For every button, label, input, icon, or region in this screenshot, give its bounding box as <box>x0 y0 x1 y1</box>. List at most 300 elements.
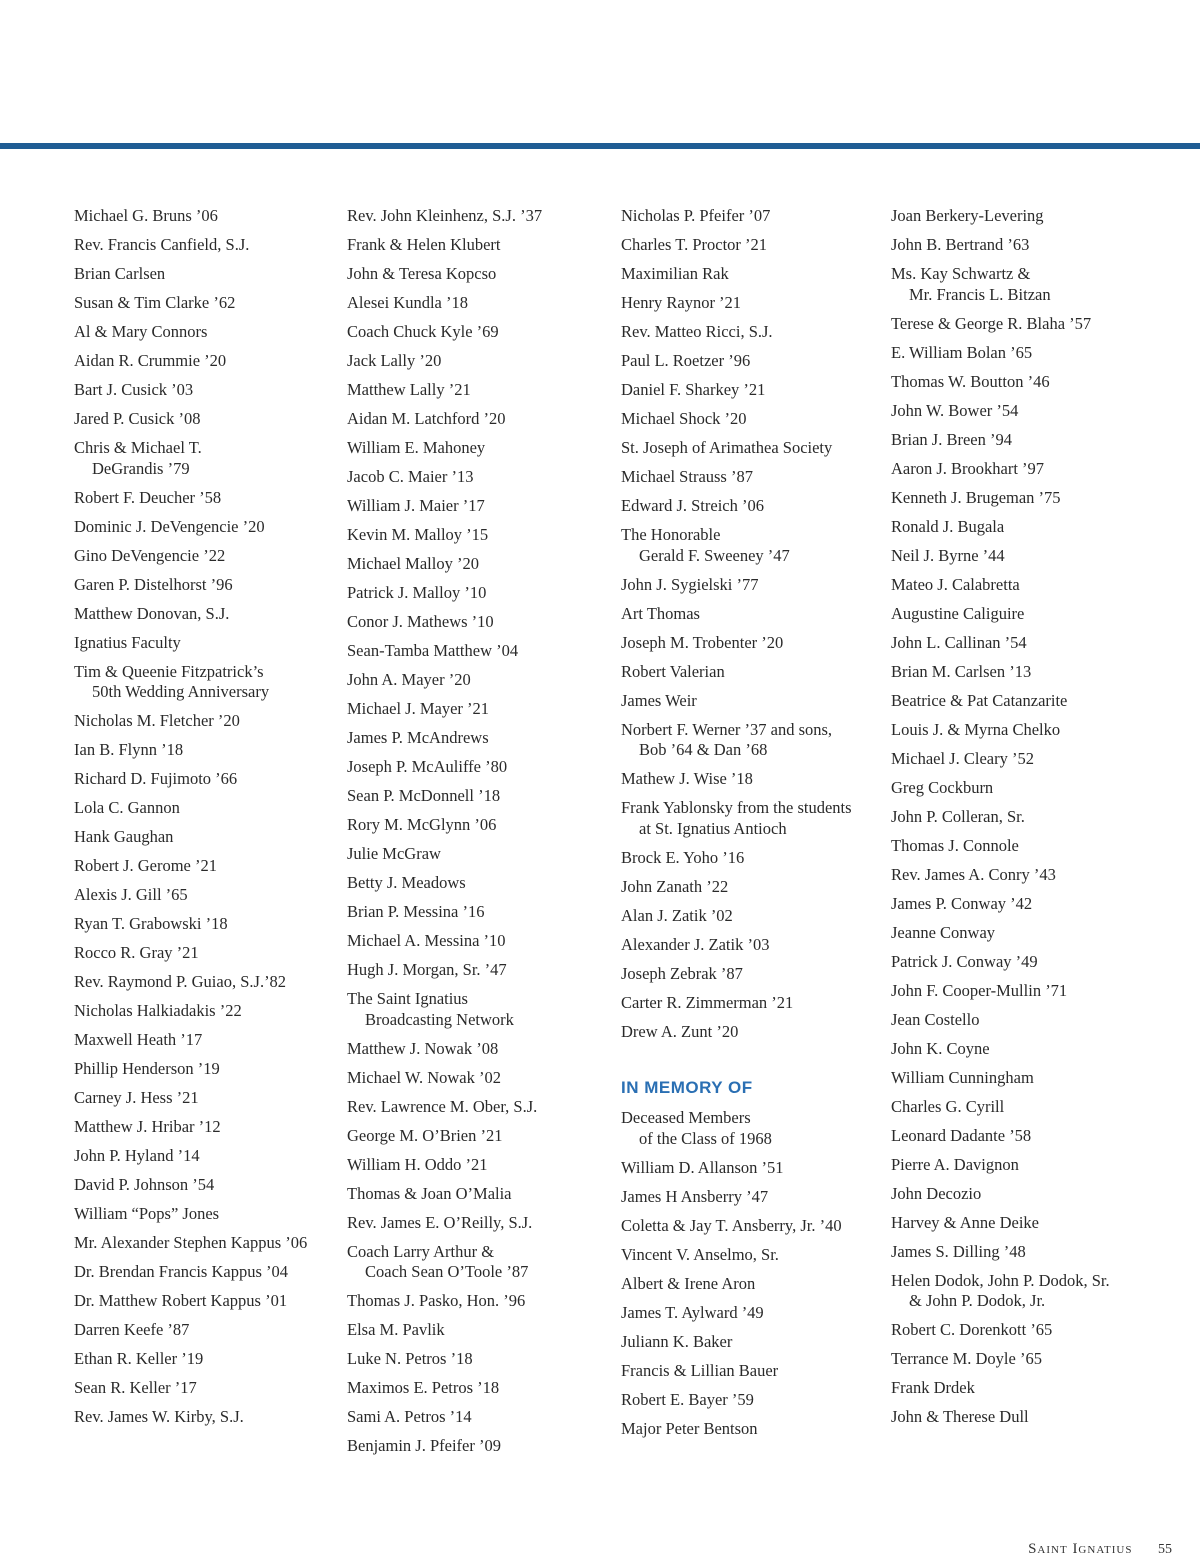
list-item <box>621 633 886 654</box>
entry-line: William D. Allanson ’51 <box>621 1157 784 1177</box>
entry-line: Aidan M. Latchford ’20 <box>347 409 506 428</box>
entry-line: St. Joseph of Arimathea Society <box>621 438 833 457</box>
entry-line: Thomas J. Pasko, Hon. ’96 <box>347 1291 526 1310</box>
list-item <box>74 972 339 993</box>
list-item <box>621 438 886 459</box>
list-item <box>74 1233 339 1254</box>
list-item <box>891 1126 1191 1147</box>
list-item <box>621 906 886 927</box>
entry-line: John W. Bower ’54 <box>891 400 1019 420</box>
list-item <box>891 981 1191 1002</box>
entry-line: William “Pops” Jones <box>74 1204 220 1223</box>
entry-line: Carney J. Hess ’21 <box>74 1088 199 1107</box>
list-item <box>74 235 339 256</box>
entry-line: John Decozio <box>891 1183 982 1203</box>
list-item <box>621 769 886 790</box>
list-item <box>621 1332 886 1353</box>
entry-line: Phillip Henderson ’19 <box>74 1059 220 1078</box>
list-item <box>891 836 1191 857</box>
entry-line: Hugh J. Morgan, Sr. ’47 <box>347 960 507 979</box>
entry-line: John K. Coyne <box>891 1038 990 1058</box>
list-item <box>347 960 612 981</box>
list-item <box>621 720 886 761</box>
list-item <box>347 1378 612 1399</box>
entry-line: Rev. James W. Kirby, S.J. <box>74 1407 244 1426</box>
list-item <box>621 264 886 285</box>
entry-line: Michael J. Cleary ’52 <box>891 748 1034 768</box>
list-item <box>891 1039 1191 1060</box>
entry-continuation: at St. Ignatius Antioch <box>639 818 787 838</box>
entry-line: James P. McAndrews <box>347 728 489 747</box>
list-item <box>621 1303 886 1324</box>
entry-line: Jacob C. Maier ’13 <box>347 467 474 486</box>
list-item <box>621 1158 886 1179</box>
entry-line: Charles T. Proctor ’21 <box>621 235 768 254</box>
list-item <box>74 827 339 848</box>
entry-line: David P. Johnson ’54 <box>74 1175 215 1194</box>
entry-line: Rev. John Kleinhenz, S.J. ’37 <box>347 206 543 225</box>
entry-line: Nicholas M. Fletcher ’20 <box>74 711 240 730</box>
list-item <box>621 1108 886 1149</box>
entry-line: Ian B. Flynn ’18 <box>74 740 184 759</box>
entry-line: Al & Mary Connors <box>74 322 208 341</box>
list-item <box>347 1407 612 1428</box>
page-number: 55 <box>1158 1542 1172 1557</box>
entry-line: Michael Shock ’20 <box>621 409 747 428</box>
list-item <box>891 206 1191 227</box>
list-item <box>74 1262 339 1283</box>
list-item <box>891 1349 1191 1370</box>
donor-column-3-list <box>621 206 886 1042</box>
list-item <box>621 1022 886 1043</box>
entry-line: Mr. Alexander Stephen Kappus ’06 <box>74 1233 308 1252</box>
entry-line: Deceased Members <box>621 1108 751 1127</box>
list-item <box>621 206 886 227</box>
list-item <box>347 1242 612 1283</box>
list-item <box>74 1291 339 1312</box>
list-item <box>891 662 1191 683</box>
list-item <box>891 546 1191 567</box>
list-item <box>74 264 339 285</box>
entry-line: Norbert F. Werner ’37 and sons, <box>621 719 833 739</box>
entry-line: George M. O’Brien ’21 <box>347 1125 503 1145</box>
entry-continuation: of the Class of 1968 <box>639 1128 772 1148</box>
list-item <box>74 517 339 538</box>
list-item <box>347 1068 612 1089</box>
list-item <box>74 206 339 227</box>
list-item <box>891 1320 1191 1341</box>
entry-line: James P. Conway ’42 <box>891 893 1033 913</box>
list-item <box>347 322 612 343</box>
entry-continuation: DeGrandis ’79 <box>92 458 190 478</box>
entry-continuation: Bob ’64 & Dan ’68 <box>639 740 768 759</box>
list-item <box>74 1407 339 1428</box>
entry-line: Brian Carlsen <box>74 264 166 283</box>
list-item <box>621 964 886 985</box>
list-item <box>621 235 886 256</box>
list-item <box>74 1030 339 1051</box>
entry-line: Alexander J. Zatik ’03 <box>621 934 770 954</box>
list-item <box>891 314 1191 335</box>
entry-line: John P. Hyland ’14 <box>74 1146 200 1165</box>
entry-line: Thomas & Joan O’Malia <box>347 1183 512 1203</box>
list-item <box>74 1146 339 1167</box>
entry-line: Aaron J. Brookhart ’97 <box>891 458 1045 478</box>
entry-line: Drew A. Zunt ’20 <box>621 1021 739 1041</box>
entry-line: Matthew Donovan, S.J. <box>74 603 230 623</box>
entry-line: Elsa M. Pavlik <box>347 1320 445 1339</box>
entry-line: Joan Berkery-Levering <box>891 206 1044 225</box>
entry-line: The Saint Ignatius <box>347 989 468 1008</box>
list-item <box>891 1213 1191 1234</box>
entry-line: John L. Callinan ’54 <box>891 632 1027 652</box>
list-item <box>74 885 339 906</box>
list-item <box>74 943 339 964</box>
list-item <box>621 1274 886 1295</box>
list-item <box>74 438 339 479</box>
list-item <box>621 993 886 1014</box>
list-item <box>347 1039 612 1060</box>
list-item <box>74 380 339 401</box>
list-item <box>347 815 612 836</box>
list-item <box>74 662 339 703</box>
list-item <box>891 1407 1191 1428</box>
list-item <box>347 1213 612 1234</box>
entry-line: William E. Mahoney <box>347 438 486 457</box>
entry-line: E. William Bolan ’65 <box>891 342 1033 362</box>
list-item <box>74 1175 339 1196</box>
list-item <box>891 235 1191 256</box>
entry-line: James S. Dilling ’48 <box>891 1241 1026 1261</box>
entry-line: Jared P. Cusick ’08 <box>74 409 201 428</box>
entry-line: Louis J. & Myrna Chelko <box>891 719 1061 739</box>
entry-continuation: 50th Wedding Anniversary <box>92 682 270 701</box>
entry-line: Rev. Lawrence M. Ober, S.J. <box>347 1096 538 1116</box>
entry-line: Coletta & Jay T. Ansberry, Jr. ’40 <box>621 1215 842 1235</box>
list-item <box>347 496 612 517</box>
entry-line: Mathew J. Wise ’18 <box>621 769 753 788</box>
entry-line: John F. Cooper-Mullin ’71 <box>891 980 1068 1000</box>
entry-line: Michael Malloy ’20 <box>347 554 479 573</box>
list-item <box>347 583 612 604</box>
list-item <box>891 517 1191 538</box>
entry-line: Julie McGraw <box>347 844 441 863</box>
entry-line: Frank & Helen Klubert <box>347 235 501 254</box>
entry-line: Patrick J. Malloy ’10 <box>347 583 487 602</box>
entry-line: Tim & Queenie Fitzpatrick’s <box>74 661 264 681</box>
entry-line: Michael G. Bruns ’06 <box>74 206 218 225</box>
entry-line: Major Peter Bentson <box>621 1418 758 1438</box>
entry-line: Harvey & Anne Deike <box>891 1212 1039 1232</box>
list-item <box>891 264 1191 305</box>
in-memory-heading: IN MEMORY OF <box>621 1078 753 1097</box>
entry-line: William Cunningham <box>891 1067 1034 1087</box>
entry-line: Maximos E. Petros ’18 <box>347 1378 500 1397</box>
list-item <box>891 1010 1191 1031</box>
entry-continuation: Broadcasting Network <box>365 1009 514 1029</box>
list-item <box>347 1349 612 1370</box>
entry-line: John P. Colleran, Sr. <box>891 806 1025 826</box>
entry-line: Rocco R. Gray ’21 <box>74 943 199 962</box>
header-rule <box>0 143 1200 149</box>
donor-column-1 <box>74 206 339 1436</box>
entry-line: Paul L. Roetzer ’96 <box>621 351 751 370</box>
list-item <box>891 343 1191 364</box>
entry-line: Robert Valerian <box>621 661 725 681</box>
entry-line: Greg Cockburn <box>891 777 994 797</box>
list-item <box>347 989 612 1030</box>
list-item <box>621 662 886 683</box>
entry-line: Ronald J. Bugala <box>891 516 1005 536</box>
list-item <box>621 935 886 956</box>
entry-line: Bart J. Cusick ’03 <box>74 380 194 399</box>
list-item <box>891 1242 1191 1263</box>
entry-line: Darren Keefe ’87 <box>74 1320 190 1339</box>
entry-line: James H Ansberry ’47 <box>621 1186 769 1206</box>
list-item <box>74 1001 339 1022</box>
list-item <box>621 409 886 430</box>
entry-line: Sean P. McDonnell ’18 <box>347 786 501 805</box>
list-item <box>891 372 1191 393</box>
entry-line: Beatrice & Pat Catanzarite <box>891 690 1068 710</box>
list-item <box>347 612 612 633</box>
list-item <box>347 699 612 720</box>
entry-line: Susan & Tim Clarke ’62 <box>74 293 236 312</box>
entry-line: Thomas W. Boutton ’46 <box>891 371 1050 391</box>
entry-line: Rev. Matteo Ricci, S.J. <box>621 322 773 341</box>
entry-line: Aidan R. Crummie ’20 <box>74 351 227 370</box>
entry-line: Rory M. McGlynn ’06 <box>347 815 497 834</box>
entry-line: Robert J. Gerome ’21 <box>74 856 217 875</box>
entry-line: Garen P. Distelhorst ’96 <box>74 574 233 594</box>
list-item <box>74 409 339 430</box>
list-item <box>621 604 886 625</box>
list-item <box>621 848 886 869</box>
list-item <box>891 488 1191 509</box>
list-item <box>891 778 1191 799</box>
entry-line: Alan J. Zatik ’02 <box>621 905 733 925</box>
entry-line: Joseph M. Trobenter ’20 <box>621 632 784 652</box>
entry-line: The Honorable <box>621 525 721 544</box>
list-item <box>347 293 612 314</box>
entry-line: Joseph Zebrak ’87 <box>621 963 743 983</box>
list-item <box>621 322 886 343</box>
entry-line: Nicholas P. Pfeifer ’07 <box>621 206 771 225</box>
list-item <box>347 351 612 372</box>
list-item <box>74 604 339 625</box>
list-item <box>621 1187 886 1208</box>
list-item <box>621 691 886 712</box>
list-item <box>347 554 612 575</box>
list-item <box>74 293 339 314</box>
list-item <box>74 798 339 819</box>
list-item <box>74 546 339 567</box>
entry-line: John J. Sygielski ’77 <box>621 574 759 594</box>
page-footer <box>1028 1541 1172 1558</box>
list-item <box>74 351 339 372</box>
list-item <box>891 1155 1191 1176</box>
entry-line: Alesei Kundla ’18 <box>347 293 468 312</box>
entry-line: Ethan R. Keller ’19 <box>74 1349 204 1368</box>
entry-line: Francis & Lillian Bauer <box>621 1360 779 1380</box>
entry-line: Rev. Francis Canfield, S.J. <box>74 235 250 254</box>
entry-line: Jean Costello <box>891 1009 980 1029</box>
list-item <box>347 786 612 807</box>
entry-line: John Zanath ’22 <box>621 876 729 896</box>
entry-line: Maximilian Rak <box>621 264 729 283</box>
entry-line: Jack Lally ’20 <box>347 351 442 370</box>
list-item <box>621 1419 886 1440</box>
entry-line: Michael Strauss ’87 <box>621 467 753 486</box>
donor-column-3 <box>621 206 886 1448</box>
list-item <box>621 1216 886 1237</box>
list-item <box>891 604 1191 625</box>
list-item <box>347 1184 612 1205</box>
list-item <box>621 293 886 314</box>
list-item <box>891 401 1191 422</box>
entry-line: Nicholas Halkiadakis ’22 <box>74 1001 242 1020</box>
entry-line: Frank Yablonsky from the students <box>621 798 852 817</box>
entry-line: Dr. Brendan Francis Kappus ’04 <box>74 1262 289 1281</box>
list-item <box>74 633 339 654</box>
entry-line: Matthew Lally ’21 <box>347 380 471 399</box>
entry-line: James Weir <box>621 690 697 710</box>
entry-line: Terese & George R. Blaha ’57 <box>891 313 1092 333</box>
list-item <box>621 525 886 566</box>
entry-line: Patrick J. Conway ’49 <box>891 951 1038 971</box>
list-item <box>621 1390 886 1411</box>
list-item <box>621 1245 886 1266</box>
list-item <box>347 1320 612 1341</box>
entry-line: Ms. Kay Schwartz & <box>891 264 1031 283</box>
list-item <box>891 807 1191 828</box>
list-item <box>347 1097 612 1118</box>
entry-line: Pierre A. Davignon <box>891 1154 1019 1174</box>
entry-line: Juliann K. Baker <box>621 1331 733 1351</box>
entry-line: Charles G. Cyrill <box>891 1096 1005 1116</box>
list-item <box>891 1184 1191 1205</box>
list-item <box>891 865 1191 886</box>
list-item <box>891 1068 1191 1089</box>
entry-line: Kevin M. Malloy ’15 <box>347 525 489 544</box>
entry-line: Rev. James E. O’Reilly, S.J. <box>347 1212 533 1232</box>
list-item <box>621 351 886 372</box>
list-item <box>891 459 1191 480</box>
list-item <box>347 409 612 430</box>
list-item <box>347 1126 612 1147</box>
entry-line: Carter R. Zimmerman ’21 <box>621 992 794 1012</box>
entry-line: Dominic J. DeVengencie ’20 <box>74 516 265 536</box>
list-item <box>74 1088 339 1109</box>
list-item <box>74 1204 339 1225</box>
list-item <box>891 1378 1191 1399</box>
list-item <box>891 894 1191 915</box>
entry-line: Kenneth J. Brugeman ’75 <box>891 487 1061 507</box>
list-item <box>74 856 339 877</box>
entry-line: James T. Aylward ’49 <box>621 1302 764 1322</box>
entry-line: Robert F. Deucher ’58 <box>74 487 222 507</box>
entry-line: Matthew J. Nowak ’08 <box>347 1038 499 1058</box>
entry-line: Robert E. Bayer ’59 <box>621 1389 754 1409</box>
list-item <box>621 467 886 488</box>
entry-line: Terrance M. Doyle ’65 <box>891 1349 1042 1368</box>
publication-name: Saint Ignatius <box>1028 1541 1133 1557</box>
entry-line: Daniel F. Sharkey ’21 <box>621 380 766 399</box>
entry-line: Ryan T. Grabowski ’18 <box>74 914 228 933</box>
list-item <box>347 235 612 256</box>
list-item <box>74 1320 339 1341</box>
list-item <box>347 641 612 662</box>
list-item <box>891 1271 1191 1312</box>
entry-line: Gino DeVengencie ’22 <box>74 545 226 565</box>
entry-line: Joseph P. McAuliffe ’80 <box>347 757 508 776</box>
list-item <box>621 380 886 401</box>
in-memory-list <box>621 1108 886 1439</box>
entry-line: Brian M. Carlsen ’13 <box>891 661 1032 681</box>
entry-line: Coach Chuck Kyle ’69 <box>347 322 499 341</box>
entry-line: Michael J. Mayer ’21 <box>347 699 490 718</box>
entry-line: Ignatius Faculty <box>74 632 181 652</box>
list-item <box>891 430 1191 451</box>
entry-continuation: Coach Sean O’Toole ’87 <box>365 1262 529 1281</box>
list-item <box>347 467 612 488</box>
entry-line: Sean R. Keller ’17 <box>74 1378 197 1397</box>
list-item <box>74 1378 339 1399</box>
list-item <box>621 798 886 839</box>
entry-line: Thomas J. Connole <box>891 835 1019 855</box>
list-item <box>621 877 886 898</box>
entry-line: Art Thomas <box>621 603 700 623</box>
list-item <box>621 496 886 517</box>
entry-line: Helen Dodok, John P. Dodok, Sr. <box>891 1270 1110 1290</box>
entry-line: Luke N. Petros ’18 <box>347 1349 473 1368</box>
list-item <box>74 1059 339 1080</box>
list-item <box>74 322 339 343</box>
entry-line: John & Teresa Kopcso <box>347 264 497 283</box>
entry-line: Brock E. Yoho ’16 <box>621 847 745 867</box>
entry-line: Conor J. Mathews ’10 <box>347 612 494 631</box>
entry-continuation: & John P. Dodok, Jr. <box>909 1291 1046 1310</box>
list-item <box>74 711 339 732</box>
list-item <box>74 740 339 761</box>
entry-line: Dr. Matthew Robert Kappus ’01 <box>74 1291 288 1310</box>
list-item <box>74 1117 339 1138</box>
entry-line: Sami A. Petros ’14 <box>347 1407 472 1426</box>
list-item <box>347 902 612 923</box>
entry-line: John B. Bertrand ’63 <box>891 235 1030 254</box>
entry-line: Alexis J. Gill ’65 <box>74 885 188 904</box>
entry-line: Vincent V. Anselmo, Sr. <box>621 1244 779 1264</box>
entry-continuation: Mr. Francis L. Bitzan <box>909 284 1051 304</box>
list-item <box>891 923 1191 944</box>
entry-line: Brian P. Messina ’16 <box>347 902 485 921</box>
entry-line: Brian J. Breen ’94 <box>891 429 1012 449</box>
entry-line: Neil J. Byrne ’44 <box>891 545 1005 565</box>
entry-line: Hank Gaughan <box>74 827 174 846</box>
entry-line: Coach Larry Arthur & <box>347 1241 495 1261</box>
entry-line: Chris & Michael T. <box>74 438 202 457</box>
list-item <box>347 931 612 952</box>
entry-line: Henry Raynor ’21 <box>621 293 742 312</box>
entry-line: Benjamin J. Pfeifer ’09 <box>347 1436 501 1455</box>
entry-line: John & Therese Dull <box>891 1407 1029 1426</box>
list-item <box>74 769 339 790</box>
list-item <box>347 1291 612 1312</box>
list-item <box>891 749 1191 770</box>
entry-line: Robert C. Dorenkott ’65 <box>891 1320 1053 1339</box>
entry-line: Sean-Tamba Matthew ’04 <box>347 641 519 660</box>
list-item <box>891 1097 1191 1118</box>
